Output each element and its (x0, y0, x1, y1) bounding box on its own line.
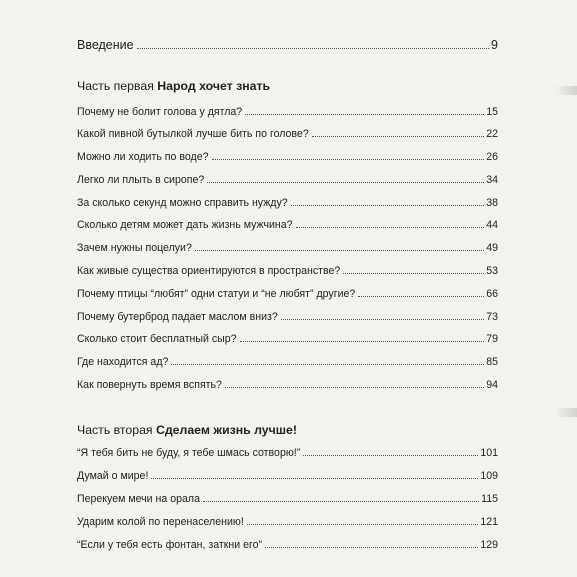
toc-entry-title: “Если у тебя есть фонтан, заткни его” (77, 539, 263, 551)
toc-entry[interactable] (77, 241, 498, 255)
dot-leader (207, 182, 484, 183)
part-title: Народ хочет знать (157, 79, 271, 93)
toc-entry-page: 38 (486, 197, 498, 209)
toc-entry-title: Сколько стоит бесплатный сыр? (77, 333, 237, 345)
toc-entry-page: 15 (486, 106, 498, 118)
toc-entry-title: Какой пивной бутылкой лучше бить по голове? (77, 128, 309, 140)
toc-entry-page: 101 (480, 447, 498, 459)
toc-entry[interactable] (77, 378, 498, 392)
toc-entry-title: Введение (77, 38, 134, 52)
toc-entry-page: 129 (480, 539, 498, 551)
toc-entry[interactable] (77, 218, 498, 232)
toc-entry-page: 44 (486, 219, 498, 231)
toc-entry-page: 66 (486, 288, 498, 300)
part-title: Сделаем жизнь лучше! (156, 423, 297, 437)
dot-leader (303, 455, 478, 456)
toc-entry-title: Где находится ад? (77, 356, 169, 368)
bleed-through-mark (555, 408, 577, 417)
toc-entry-title: Думай о мире! (77, 470, 149, 482)
dot-leader (296, 227, 485, 228)
toc-entry-page: 53 (486, 265, 498, 277)
toc-entry-title: Можно ли ходить по воде? (77, 151, 209, 163)
dot-leader (203, 501, 479, 502)
dot-leader (171, 364, 484, 365)
toc-entry-page: 34 (486, 174, 498, 186)
part-heading-2 (77, 423, 297, 438)
toc-entry-page: 9 (491, 38, 498, 52)
toc-entry-page: 121 (480, 516, 498, 528)
dot-leader (195, 250, 484, 251)
toc-entry-title: Как живые существа ориентируются в пространстве? (77, 265, 341, 277)
toc-entry[interactable] (77, 355, 498, 369)
toc-entry-title: Ударим колой по перенаселению! (77, 516, 244, 528)
toc-entry-page: 26 (486, 151, 498, 163)
dot-leader (358, 296, 484, 297)
dot-leader (151, 478, 478, 479)
toc-entry-title: Почему не болит голова у дятла? (77, 106, 243, 118)
toc-entry-title: Перекуем мечи на орала (77, 493, 200, 505)
dot-leader (312, 136, 484, 137)
toc-entry-title: За сколько секунд можно справить нужду? (77, 197, 288, 209)
toc-entry[interactable] (77, 538, 498, 552)
toc-entry[interactable] (77, 469, 498, 483)
toc-entry-page: 79 (486, 333, 498, 345)
toc-entry-page: 109 (480, 470, 498, 482)
toc-entry-title: Сколько детям может дать жизнь мужчина? (77, 219, 293, 231)
toc-entry[interactable] (77, 492, 498, 506)
toc-entry[interactable] (77, 127, 498, 141)
dot-leader (137, 48, 489, 49)
toc-entry[interactable] (77, 332, 498, 346)
toc-entry-title: Почему бутерброд падает маслом вниз? (77, 311, 278, 323)
toc-entry-page: 22 (486, 128, 498, 140)
dot-leader (240, 341, 485, 342)
toc-entry-title: Почему птицы “любят” одни статуи и “не любят” другие? (77, 288, 356, 300)
toc-entry-page: 85 (486, 356, 498, 368)
toc-entry[interactable] (77, 515, 498, 529)
toc-entry-page: 73 (486, 311, 498, 323)
dot-leader (247, 524, 479, 525)
toc-entry-introduction[interactable] (77, 38, 498, 52)
toc-entry-title: Легко ли плыть в сиропе? (77, 174, 205, 186)
dot-leader (225, 387, 484, 388)
toc-entry[interactable] (77, 310, 498, 324)
toc-entry-title: “Я тебя бить не буду, я тебе шмась сотворю!” (77, 447, 301, 459)
dot-leader (281, 319, 484, 320)
part-heading-1 (77, 79, 270, 94)
dot-leader (245, 114, 484, 115)
toc-entry-page: 49 (486, 242, 498, 254)
toc-entry[interactable] (77, 446, 498, 460)
toc-entry[interactable] (77, 196, 498, 210)
part-prefix: Часть первая (77, 79, 154, 93)
toc-entry[interactable] (77, 105, 498, 119)
toc-entry-page: 94 (486, 379, 498, 391)
toc-entry[interactable] (77, 150, 498, 164)
dot-leader (343, 273, 484, 274)
toc-entry[interactable] (77, 287, 498, 301)
dot-leader (265, 547, 478, 548)
toc-entry-page: 115 (481, 493, 498, 505)
toc-entry[interactable] (77, 264, 498, 278)
dot-leader (212, 159, 485, 160)
toc-entry-title: Зачем нужны поцелуи? (77, 242, 192, 254)
part-prefix: Часть вторая (77, 423, 153, 437)
toc-entry-title: Как повернуть время вспять? (77, 379, 222, 391)
dot-leader (291, 205, 485, 206)
toc-entry[interactable] (77, 173, 498, 187)
bleed-through-mark (555, 86, 577, 95)
